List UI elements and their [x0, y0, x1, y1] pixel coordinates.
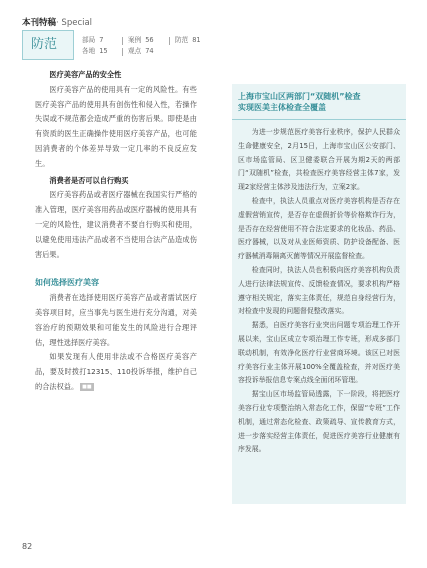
column-title: 本刊特稿	[22, 18, 57, 28]
stat-value: 7	[99, 36, 104, 44]
stat-item	[128, 46, 154, 57]
sidebar-paragraph: 据悉，自医疗美容行业突出问题专项治理工作开展以来，宝山区成立专项治理工作专班，形成多部门联动机制，有效净化医疗行业营商环境。该区已对医疗美容行业主体开展100%全覆盖检查，并对医疗美容投诉举报信息专案点线全面闭环管理。	[238, 321, 400, 385]
stat-item	[82, 35, 103, 46]
stat-item	[128, 35, 154, 46]
stat-label: 观点	[128, 47, 142, 55]
section-heading-choose: 如何选择医疗美容	[35, 278, 99, 288]
column-subtitle: · Special	[56, 18, 93, 28]
paragraph: 医疗美容药品或者医疗器械在我国实行严格的准入管理，医疗美容用药品或医疗器械的使用具有一定的风险性，建议消费者不要自行购买和使用，以避免使用违法产品或者不当使用合法产品造成伤害后果。	[35, 190, 197, 259]
sidebar-paragraph: 据宝山区市场监管局透露，下一阶段，将把医疗美容行业专项整治纳入常态化工作，保留“专班”工作机制，通过常态化检查、政策疏导、宣传教育方式，进一步落实经营主体责任，促进医疗美容行业健康有序发展。	[238, 390, 400, 454]
stat-divider	[122, 48, 123, 56]
sidebar-paragraph: 检查同时，执法人员也积极向医疗美容机构负责人进行法律法规宣传、反馈检查情况，要求机构严格遵守相关规定，落实主体责任，规范自身经营行为，对检查中发现的问题督促整改落实。	[238, 265, 400, 316]
main-article	[35, 68, 197, 395]
stat-item	[175, 35, 201, 46]
sidebar-title-line: 上海市宝山区两部门“双随机”检查	[238, 92, 361, 101]
sidebar-box	[232, 84, 406, 504]
stat-value: 74	[145, 47, 154, 55]
paragraph-text: 如果发现有人使用非法或不合格医疗美容产品，要及时拨打12315、110投诉举报，维护自己的合法权益。	[35, 352, 197, 391]
stat-divider	[122, 37, 123, 45]
section-tag: 防范	[22, 30, 74, 60]
stat-item	[82, 46, 108, 57]
sidebar-paragraph: 为进一步规范医疗美容行业秩序，保护人民群众生命健康安全，2月15日，上海市宝山区公安部门、区市场监管局、区卫健委联合开展为期2天的两部门“双随机”检查，共检查医疗美容经营主体7家，发现2家经营主体涉及违法行为，立案2家。	[238, 128, 400, 192]
paragraph: 医疗美容产品的使用具有一定的风险性。有些医疗美容产品的使用具有创伤性和侵入性，若操作失误或不规范都会造成严重的伤害后果。即使是由有资质的医生正确操作使用医疗美容产品，也可能因消费者的个体差异导致一定几率的不良反应发生。	[35, 84, 197, 168]
sidebar-paragraph: 检查中，执法人员重点对医疗美容机构是否存在虚假营销宣传，是否存在虚假折价等价格欺诈行为，是否存在经营使用不符合法定要求的化妆品、药品、医疗器械，以及对从业医师资质、防护设备配备、医疗器械消毒隔离灭菌等情况开展监督检查。	[238, 196, 400, 261]
sidebar-header	[232, 84, 406, 120]
stat-label: 各地	[82, 47, 96, 55]
stat-value: 56	[145, 36, 154, 44]
page-number: 82	[22, 542, 33, 551]
stat-label: 防范	[175, 36, 189, 44]
stat-value: 15	[99, 47, 108, 55]
sidebar-title-line: 实现医美主体检查全覆盖	[238, 103, 326, 112]
paragraph	[35, 350, 197, 394]
stat-label: 部局	[82, 36, 96, 44]
end-mark-icon: ■■	[82, 383, 92, 390]
stat-divider	[169, 37, 170, 45]
section-heading-safety: 医疗美容产品的安全性	[49, 70, 122, 79]
sidebar-body	[232, 120, 406, 457]
column-header	[22, 16, 92, 28]
stat-label: 案例	[128, 36, 142, 44]
section-heading-purchase: 消费者是否可以自行购买	[49, 175, 129, 185]
stat-value: 81	[192, 36, 201, 44]
paragraph: 消费者在选择使用医疗美容产品或者需试医疗美容项目时，应当事先与医生进行充分沟通，对美容治疗的预期效果和可能发生的风险进行合理评估，理性选择医疗美容。	[35, 293, 197, 347]
